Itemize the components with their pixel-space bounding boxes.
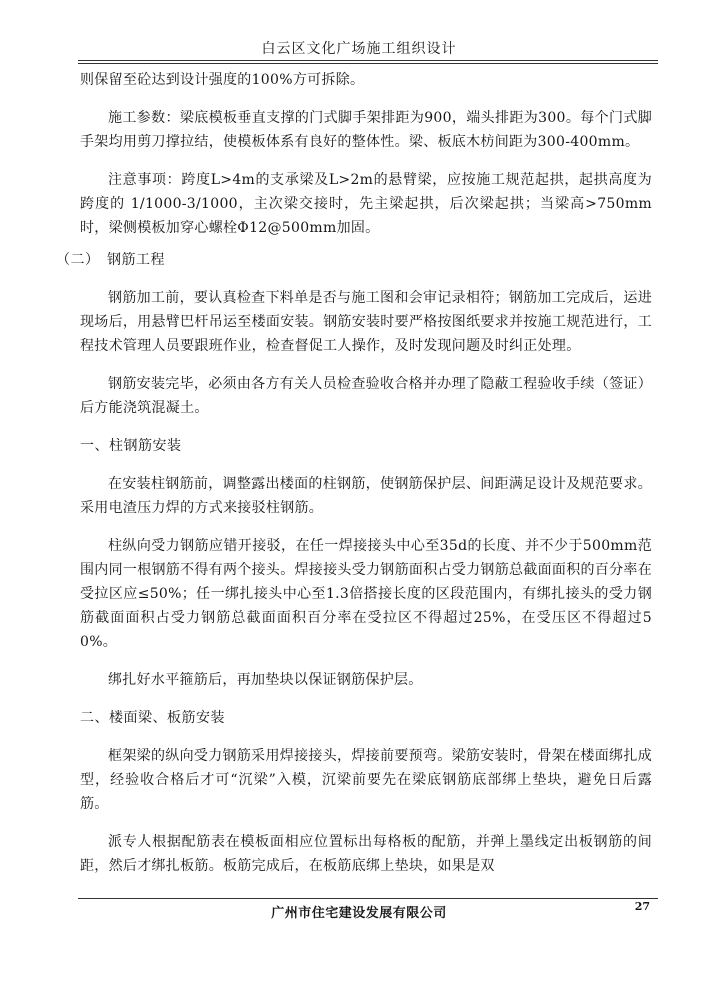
paragraph-rebar-inspection: 钢筋安装完毕，必须由各方有关人员检查验收合格并办理了隐蔽工程验收手续（签证）后方能浇筑混凝土。: [80, 376, 652, 416]
subheading-beam-slab-rebar: 二、楼面梁、板筋安装: [80, 710, 225, 726]
header-rule: [78, 60, 658, 61]
paragraph-column-rebar-joints: 柱纵向受力钢筋应错开接驳，在任一焊接接头中心至35d的长度、并不少于500mm范围内同一根钢筋不得有两个接头。焊接接头受力钢筋面积占受力钢筋总截面面积的百分率在受拉区应≤50%；任一绑扎接头中心至1.3倍搭接长度的区段范围内，有绑扎接头的受力钢筋截面面积占受力钢筋总截面面积百分率在受拉区不得超过25%，在受压区不得超过50%。: [80, 538, 652, 650]
footer-company-name: 广州市住宅建设发展有限公司: [271, 906, 447, 921]
paragraph-formwork-removal: 则保留至砼达到设计强度的100%方可拆除。: [80, 72, 365, 88]
page-header-title: 白云区文化广场施工组织设计: [261, 41, 457, 57]
paragraph-column-rebar-setup: 在安装柱钢筋前，调整露出楼面的柱钢筋，使钢筋保护层、间距满足设计及规范要求。采用电渣压力焊的方式来接驳柱钢筋。: [80, 476, 652, 516]
paragraph-slab-rebar: 派专人根据配筋表在模板面相应位置标出每格板的配筋，并弹上墨线定出板钢筋的间距，然后才绑扎板筋。板筋完成后，在板筋底绑上垫块，如果是双: [80, 834, 652, 874]
header-rule-double: [78, 63, 658, 64]
paragraph-rebar-processing: 钢筋加工前，要认真检查下料单是否与施工图和会审记录相符；钢筋加工完成后，运进现场后，用悬臂巴杆吊运至楼面安装。钢筋安装时要严格按图纸要求并按施工规范进行，工程技术管理人员要跟班作业，检查督促工人操作，及时发现问题及时纠正处理。: [80, 290, 652, 354]
paragraph-precautions: 注意事项：跨度L>4m的支承梁及L>2m的悬臂梁，应按施工规范起拱，起拱高度为跨度的 1/1000-3/1000，主次梁交接时，先主梁起拱，后次梁起拱；当梁高>750mm时，梁侧模板加穿心螺栓Φ12@500mm加固。: [80, 172, 652, 236]
page-number: 27: [634, 900, 650, 913]
paragraph-beam-rebar: 框架梁的纵向受力钢筋采用焊接接头，焊接前要预弯。梁筋安装时，骨架在楼面绑扎成型，经验收合格后才可“沉梁”入模，沉梁前要先在梁底钢筋底部绑上垫块，避免日后露筋。: [80, 748, 652, 812]
section-heading-rebar-works: （二） 钢筋工程: [56, 252, 165, 268]
subheading-column-rebar: 一、柱钢筋安装: [80, 438, 182, 454]
document-body: [56, 68, 652, 878]
footer-rule: [78, 898, 658, 899]
paragraph-construction-parameters: 施工参数：梁底模板垂直支撑的门式脚手架排距为900，端头排距为300。每个门式脚手架均用剪刀撑拉结，使模板体系有良好的整体性。梁、板底木枋间距为300-400mm。: [80, 110, 652, 150]
paragraph-stirrups: 绑扎好水平箍筋后，再加垫块以保证钢筋保护层。: [108, 672, 423, 688]
